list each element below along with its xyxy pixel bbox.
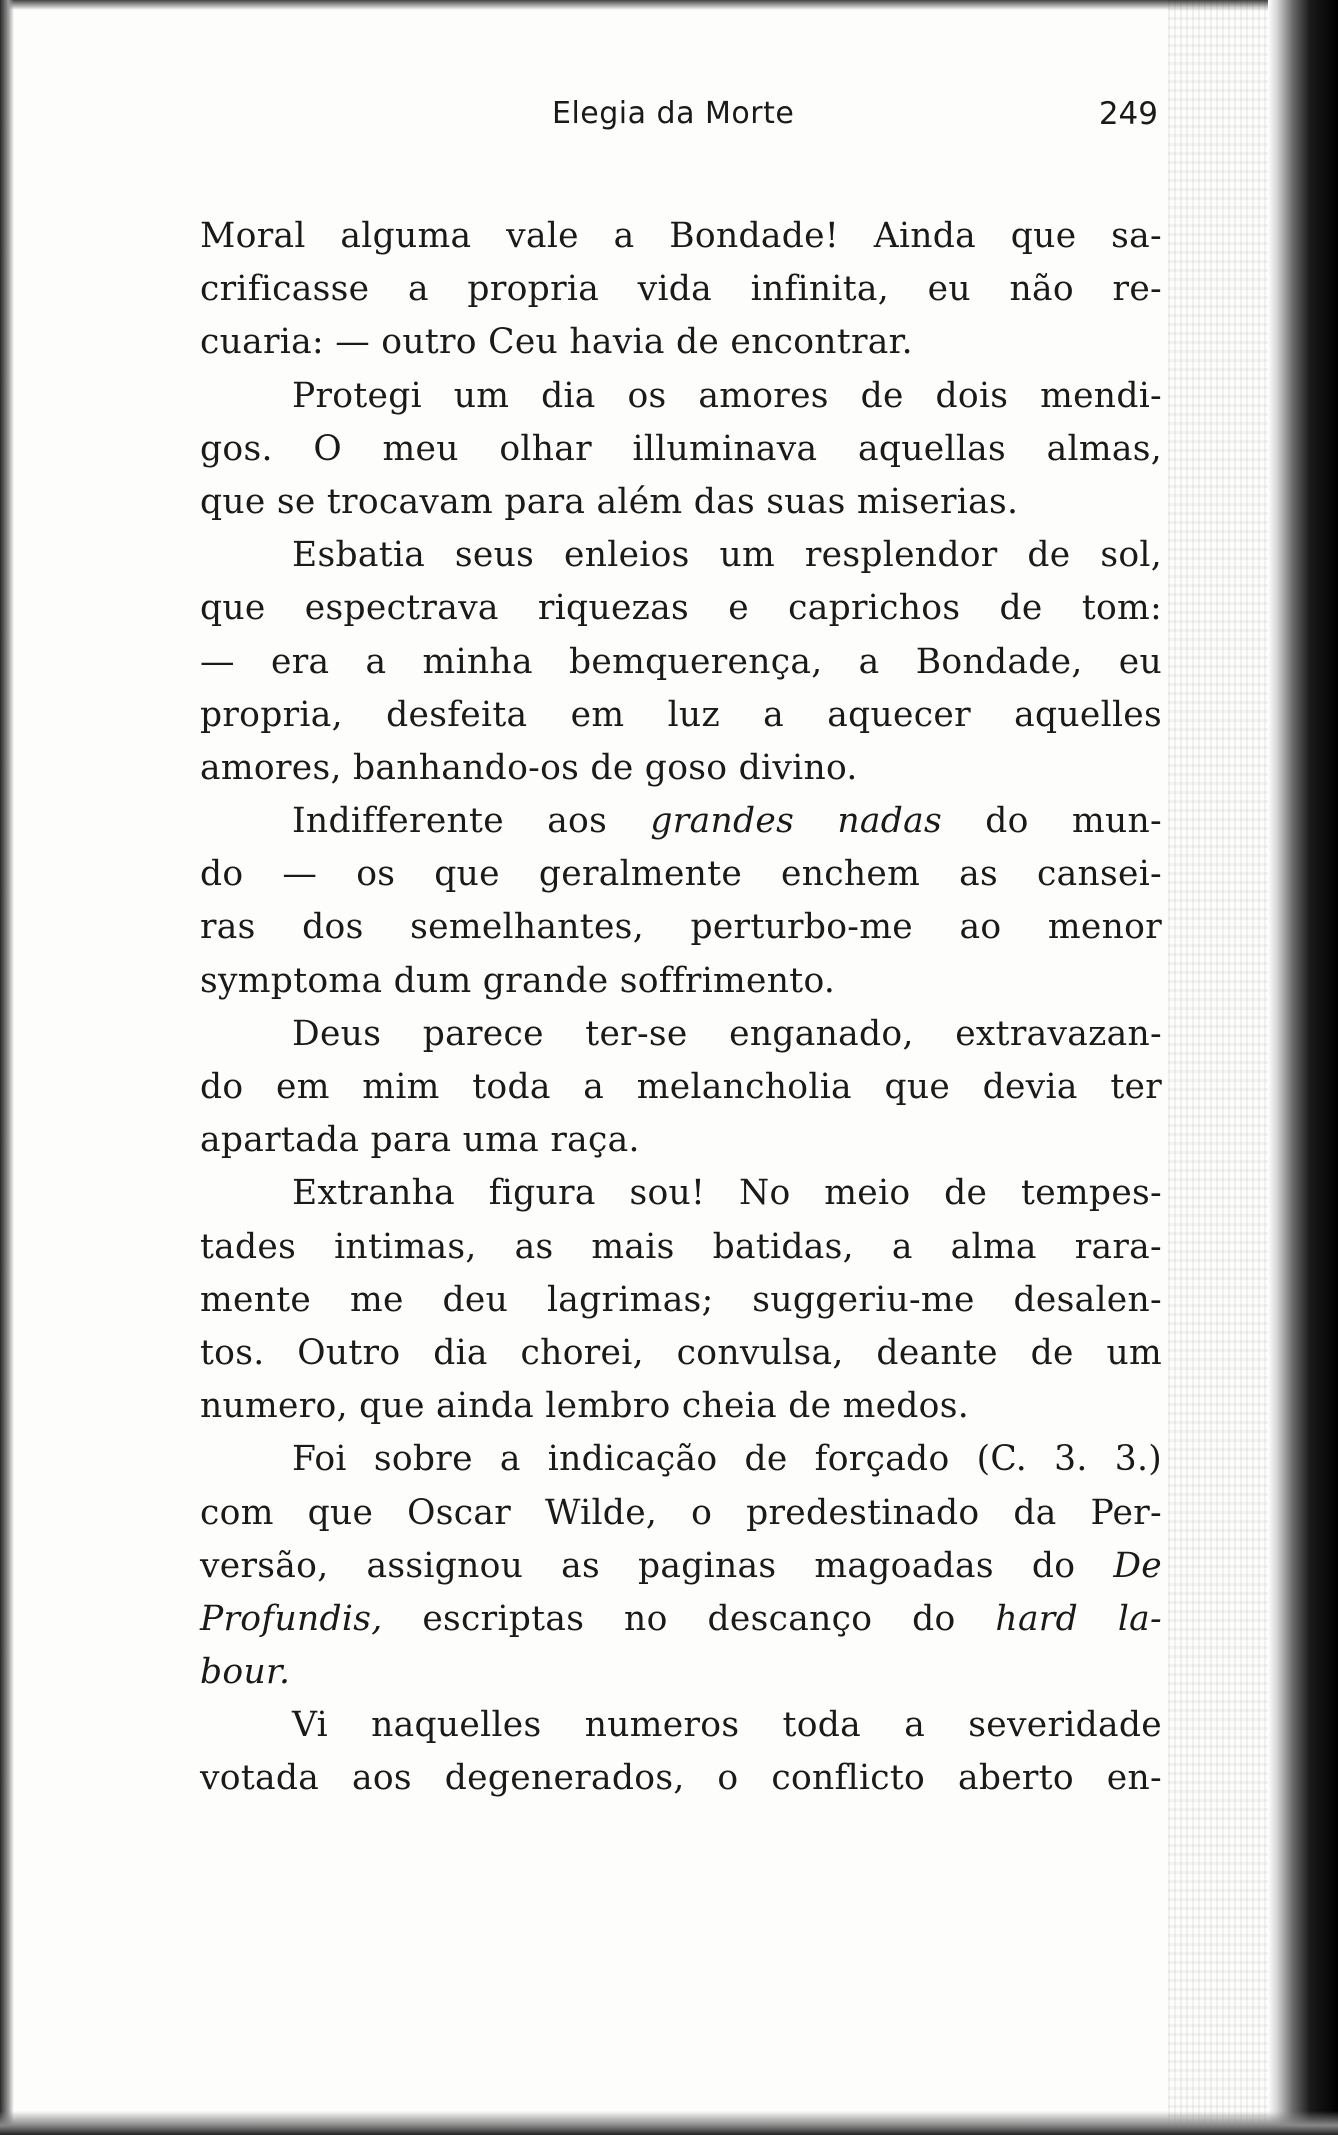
text-line: do em mim toda a melancholia que devia ter	[200, 1067, 1162, 1107]
text-line: ras dos semelhantes, perturbo-me ao menor	[200, 907, 1162, 948]
text-line	[200, 1646, 1162, 1699]
text-line: — era a minha bemquerença, a Bondade, eu	[200, 641, 1162, 682]
text-line: crificasse a propria vida infinita, eu não re-	[200, 269, 1162, 310]
text-line: versão, assignou as paginas magoadas do De	[200, 1545, 1162, 1586]
text-line: cuaria: — outro Ceu havia de encontrar.	[200, 322, 913, 363]
italic-phrase: grandes nadas	[650, 801, 942, 842]
text-line: Deus parece ter-se enganado, extravazan-	[292, 1013, 1162, 1054]
italic-phrase: Profundis,	[200, 1598, 383, 1639]
page-number: 249	[1098, 96, 1158, 132]
binding-edge	[1268, 0, 1338, 2135]
text-line: mente me deu lagrimas; suggeriu-me desalen-	[200, 1279, 1162, 1320]
page-bottom-shadow	[0, 2111, 1338, 2135]
page-left-edge	[0, 0, 14, 2135]
text-block-1	[200, 210, 1162, 795]
text-line: que espectrava riquezas e caprichos de tom:	[200, 588, 1162, 629]
text-line: numero, que ainda lembro cheia de medos.	[200, 1386, 970, 1427]
italic-phrase: De	[1113, 1545, 1162, 1586]
text-block-2	[200, 1008, 1162, 1540]
text-line: amores, banhando-os de goso divino.	[200, 747, 858, 788]
text-line: Esbatia seus enleios um resplendor de sol,	[292, 535, 1162, 576]
page-top-shadow	[0, 0, 1338, 10]
italic-phrase: hard la-	[995, 1598, 1162, 1639]
text-line: do — os que geralmente enchem as cansei-	[200, 854, 1162, 895]
text-line: tos. Outro dia chorei, convulsa, deante de um	[200, 1332, 1162, 1373]
running-title: Elegia da Morte	[552, 96, 795, 131]
text-line: Vi naquelles numeros toda a severidade	[292, 1705, 1162, 1746]
text-line: symptoma dum grande soffrimento.	[200, 960, 836, 1001]
text-line: votada aos degenerados, o conflicto aberto en-	[200, 1758, 1162, 1799]
text-line: Protegi um dia os amores de dois mendi-	[292, 375, 1162, 416]
running-header	[200, 96, 1170, 136]
text-line: Profundis, escriptas no descanço do hard la-	[200, 1598, 1162, 1639]
text-line: com que Oscar Wilde, o predestinado da Per-	[200, 1492, 1162, 1533]
body-text	[200, 210, 1162, 1806]
text-line: Moral alguma vale a Bondade! Ainda que sa-	[200, 216, 1162, 256]
italic-phrase: bour.	[200, 1652, 291, 1693]
text-line: que se trocavam para além das suas miserias.	[200, 481, 1019, 522]
text-line: tades intimas, as mais batidas, a alma rara-	[200, 1226, 1162, 1267]
text-line: Extranha figura sou! No meio de tempes-	[292, 1173, 1162, 1214]
text-line: Indifferente aos grandes nadas do mun-	[292, 801, 1162, 842]
text-line: propria, desfeita em luz a aquecer aquelles	[200, 694, 1162, 735]
binding-noise	[1168, 0, 1278, 2135]
text-block-3	[200, 1699, 1162, 1805]
text-line: gos. O meu olhar illuminava aquellas almas,	[200, 428, 1162, 469]
text-line: apartada para uma raça.	[200, 1120, 640, 1161]
text-line: Foi sobre a indicação de forçado (C. 3. 3.)	[292, 1439, 1162, 1480]
